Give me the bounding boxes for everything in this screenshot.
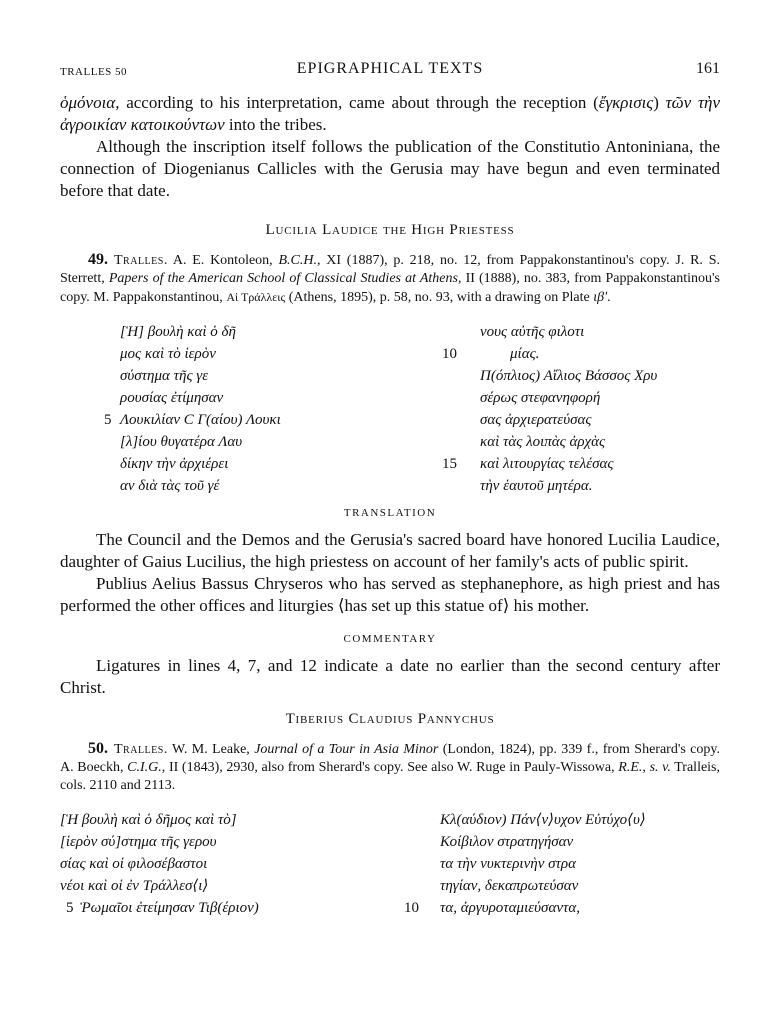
- inscription-line: τα τὴν νυκτερινὴν στρα: [440, 856, 576, 872]
- inscription-line: Κοίβιλον στρατηγήσαν: [440, 834, 574, 850]
- inscription-line: μίας.: [510, 346, 540, 362]
- inscription-line: σίας καὶ οἱ φιλοσέβαστοι: [60, 856, 208, 872]
- section-50-title: Tiberius Claudius Pannychus: [285, 711, 495, 727]
- inscription-line: τηγίαν, δεκαπρωτεύσαν: [440, 878, 579, 894]
- translation-paragraph-2: Publius Aelius Bassus Chryseros who has served as stephanephore, as high priest and has performed the other offices and liturgies ⟨has set up this statue of⟩ his mother.: [60, 574, 720, 615]
- intro-paragraph-2: Although the inscription itself follows the publication of the Constitutio Antoniniana, the connection of Diogenianus Callicles with the Gerusia may have begun and even terminated before that date.: [60, 137, 720, 200]
- inscription-49: [60, 321, 720, 497]
- inscription-line: μος καὶ τὸ ἱερὸν: [120, 346, 216, 362]
- inscription-line: ρουσίας ἐτίμησαν: [120, 390, 224, 406]
- line-number: 5: [104, 412, 112, 428]
- inscription-line: δίκην τὴν ἀρχιέρει: [120, 456, 229, 472]
- commentary-heading: COMMENTARY: [343, 633, 437, 645]
- greek-term: ὁμόνοια,: [60, 93, 120, 112]
- inscription-line: Λουκιλίαν Ϲ Γ(αίου) Λουκι: [120, 412, 281, 428]
- inscription-line: Ῥωμαῖοι ἐτείμησαν Τιβ(έριον): [80, 900, 259, 916]
- inscription-line: τὴν ἑαυτοῦ μητέρα.: [480, 478, 593, 494]
- running-header: [60, 60, 720, 86]
- inscription-line: νέοι καὶ οἱ ἐν Τράλλεσ⟨ι⟩: [60, 878, 209, 894]
- greek-phrase: τῶν τὴν ἀγροικίαν κατοικούντων: [60, 93, 721, 134]
- commentary-paragraph: Ligatures in lines 4, 7, and 12 indicate a date no earlier than the second century after Christ.: [60, 656, 720, 697]
- section-49-bibliography: 49. Tralles. A. E. Kontoleon, B.C.H., XI (1887), p. 218, no. 12, from Pappakonstantinou's copy. J. R. S. Sterrett, Papers of the American School of Classical Studies at Athens, II (1888), no. 383, from Pappakonstantinou's copy. M. Pappakonstantinou, Αἱ Τράλλεις (Athens, 1895), p. 58, no. 93, with a drawing on Plate ιβʹ.: [60, 251, 720, 305]
- inscription-line: αν διὰ τὰς τοῦ γέ: [120, 478, 220, 494]
- inscription-line: [λ]ίου θυγατέρα Λαυ: [120, 434, 243, 450]
- translation-paragraph-1: The Council and the Demos and the Gerusia's sacred board have honored Lucilia Laudice, daughter of Gaius Lucilius, the high priestess on account of her family's acts of public spirit.: [60, 530, 720, 571]
- inscription-line: [ἱερὸν σύ]στημα τῆς γερου: [60, 834, 217, 850]
- inscription-50: [60, 809, 720, 921]
- inscription-line: σέρως στεφανηφορή: [480, 390, 601, 406]
- inscription-line: καὶ λιτουργίας τελέσας: [480, 456, 614, 472]
- inscription-line: καὶ τὰς λοιπὰς ἀρχὰς: [480, 434, 606, 450]
- entry-number: 50.: [88, 740, 108, 757]
- entry-number: 49.: [88, 251, 108, 268]
- document-page: [60, 60, 720, 927]
- section-50-bibliography: 50. Tralles. W. M. Leake, Journal of a Tour in Asia Minor (London, 1824), pp. 339 f., from Sherard's copy. A. Boeckh, C.I.G., II (1843), 2930, also from Sherard's copy. See also W. Ruge in Pauly-Wissowa, R.E., s. v. Tralleis, cols. 2110 and 2113.: [60, 740, 721, 793]
- intro-paragraph-1: ὁμόνοια, according to his interpretation, came about through the reception (ἔγκρισις) τῶν τὴν ἀγροικίαν κατοικούντων into the tribes.: [60, 93, 721, 134]
- line-number: 15: [442, 456, 457, 472]
- inscription-line: Κλ(αύδιον) Πάν⟨ν⟩υχον Εὐτύχο⟨υ⟩: [440, 812, 646, 828]
- line-number: 5: [66, 900, 74, 916]
- line-number: 10: [442, 346, 457, 362]
- section-49-title: Lucilia Laudice the High Priestess: [265, 222, 515, 238]
- translation-heading: TRANSLATION: [343, 507, 437, 519]
- inscription-line: [Ἡ βουλὴ καὶ ὁ δῆμος καὶ τὸ]: [60, 812, 237, 828]
- inscription-line: σας ἀρχιερατεύσας: [480, 412, 592, 428]
- line-number: 10: [404, 900, 419, 916]
- greek-term: ἔγκρισις: [598, 93, 654, 112]
- inscription-line: σύστημα τῆς γε: [120, 368, 209, 384]
- header-section-label: TRALLES 50: [60, 66, 128, 78]
- inscription-line: τα, ἀργυροταμιεύσαντα,: [440, 900, 580, 916]
- page-number: 161: [696, 60, 720, 77]
- header-title: EPIGRAPHICAL TEXTS: [296, 60, 484, 77]
- inscription-line: [Ἡ] βουλὴ καὶ ὁ δῆ: [120, 324, 236, 340]
- inscription-line: νους αὐτῆς φιλοτι: [480, 324, 585, 340]
- inscription-line: Π(όπλιος) Αἴλιος Βάσσος Χρυ: [480, 368, 658, 384]
